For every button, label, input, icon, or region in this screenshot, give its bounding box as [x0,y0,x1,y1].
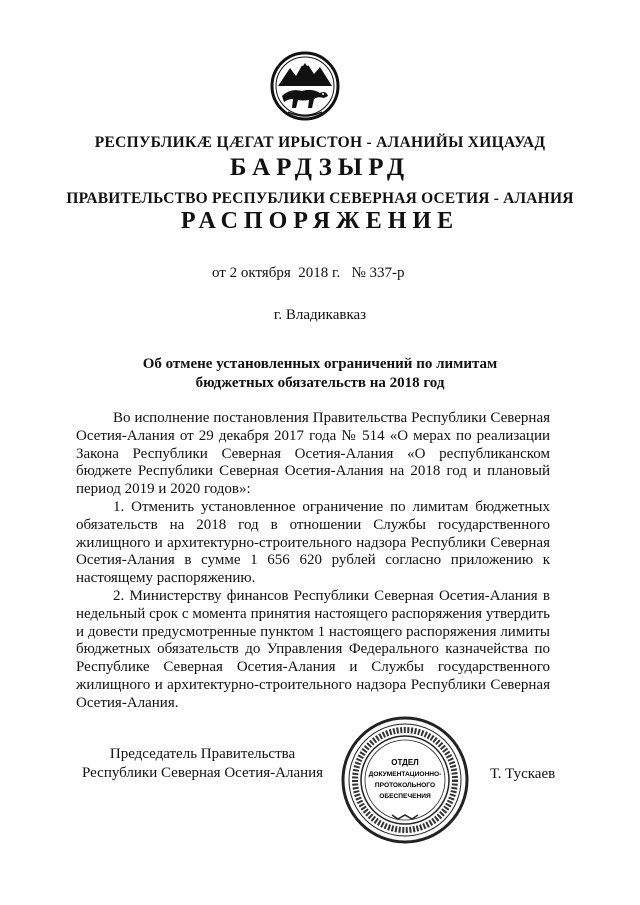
document-date: от 2 октября 2018 г. [212,265,341,281]
stamp-inner-line-1: ОТДЕЛ [391,758,419,767]
document-number: № 337-р [351,265,405,281]
official-seal-stamp [340,715,470,845]
header-ossetian-title: БАРДЗЫРД [229,154,411,181]
body-item-2: 2. Министерству финансов Республики Северная Осетия-Алания в недельный срок с момента принятия настоящего распоряжения утвердить и довести предусмотренные пунктом 1 настоящего распоряжения лимиты бюджетных обязательств до Управления Федерального казначейства по Республике Северная Осетия-Алания и Службы государственного жилищного и архитектурно-строительного надзора Республики Северная Осетия-Алания. [76,587,550,711]
body-item-1: 1. Отменить установленное ограничение по лимитам бюджетных обязательств на 2018 год в отношении Службы государственного жилищного и архитектурно-строительного надзора Республики Северная Осетия-Алания в сумме 1 656 620 рублей согласно приложению к настоящему распоряжению. [76,498,550,587]
document-title: РАСПОРЯЖЕНИЕ [180,208,460,234]
document-dateline [212,265,405,282]
signatory-position-line-2: Республики Северная Осетия-Алания [82,765,324,781]
document-place: г. Владикавказ [273,307,367,323]
stamp-inner-line-4: ОБЕСПЕЧЕНИЯ [379,793,431,800]
signatory-name: Т. Тускаев [490,766,556,782]
document-subject [0,355,640,393]
header-russian-government: ПРАВИТЕЛЬСТВО РЕСПУБЛИКИ СЕВЕРНАЯ ОСЕТИЯ - АЛАНИЯ [66,190,574,207]
subject-line-1: Об отмене установленных ограничений по лимитам [142,356,498,372]
signatory-position [82,745,323,783]
stamp-inner-line-2: ДОКУМЕНТАЦИОННО- [368,771,442,778]
body-intro: Во исполнение постановления Правительства Республики Северная Осетия-Алания от 29 декабря 2017 года № 514 «О мерах по реализации Закона Республики Северная Осетия-Алания «О республиканском бюджете Республики Северная Осетия-Алания на 2018 год и плановый период 2019 и 2020 годов»: [76,410,550,498]
header-ossetian-government: РЕСПУБЛИКӔ ЦӔГАТ ИРЫСТОН - АЛАНИЙЫ ХИЦАУАД [94,134,546,151]
stamp-inner-line-3: ПРОТОКОЛЬНОГО [374,782,436,789]
subject-line-2: бюджетных обязательств на 2018 год [195,375,445,391]
coat-of-arms-emblem [268,50,342,122]
signatory-position-line-1: Председатель Правительства [109,746,296,762]
document-body [76,410,550,713]
